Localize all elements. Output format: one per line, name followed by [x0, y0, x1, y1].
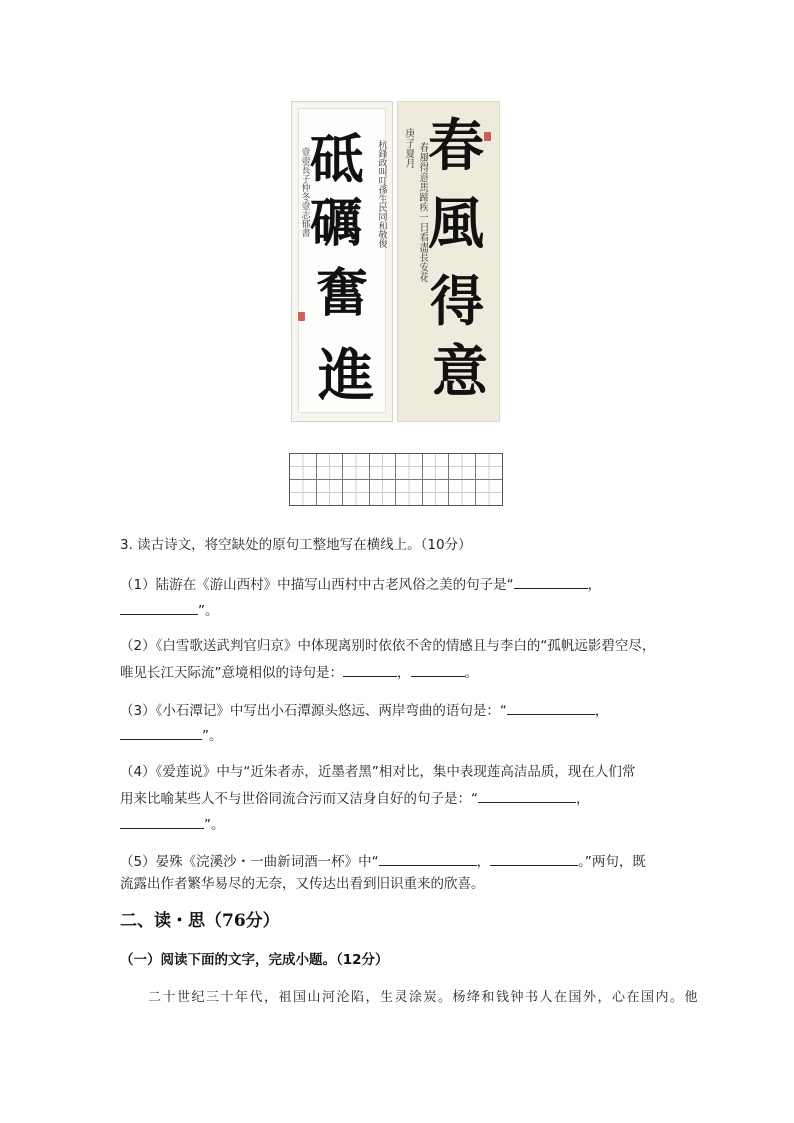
answer-blank[interactable] [120, 814, 204, 829]
item-text: 用来比喻某些人不与世俗同流合污而又洁身自好的句子是：“ [120, 791, 478, 807]
grid-cell[interactable] [317, 480, 344, 506]
grid-cell[interactable] [317, 454, 344, 480]
grid-cell[interactable] [423, 454, 450, 480]
question-item-2: （2）《白雪歌送武判官归京》中体现离别时依依不舍的情感且与李白的“孤帆远影碧空尽， [120, 638, 656, 654]
grid-cell[interactable] [290, 454, 317, 480]
calligraphy-char: 礪 [310, 193, 363, 254]
item-text: （3）《小石潭记》中写出小石潭源头悠远、两岸弯曲的语句是：“ [120, 703, 507, 719]
grid-cell[interactable] [476, 480, 503, 506]
grid-cell[interactable] [396, 454, 423, 480]
question-item-1 [120, 574, 601, 594]
question-item-5 [120, 851, 646, 871]
question-item-4-cont [120, 788, 590, 808]
question-item-4-cont2 [120, 814, 225, 834]
grid-cell[interactable] [449, 480, 476, 506]
grid-cell[interactable] [449, 454, 476, 480]
item-text: （5）晏殊《浣溪沙・一曲新词酒一杯》中“ [120, 854, 379, 870]
calligraphy-char: 進 [318, 343, 374, 409]
question-item-1-cont [120, 600, 219, 620]
item-text: 。 [464, 665, 478, 681]
item-text: ， [476, 854, 491, 870]
answer-blank[interactable] [120, 725, 202, 740]
item-text: ， [594, 703, 609, 719]
writing-grid[interactable] [289, 453, 503, 506]
answer-blank[interactable] [507, 700, 595, 715]
item-text: ”。 [204, 817, 225, 833]
calligraphy-char: 風 [428, 191, 484, 257]
calligraphy-scroll-left [291, 101, 393, 422]
item-text: （1）陆游在《游山西村》中描写山西村中古老风俗之美的句子是“ [120, 577, 514, 593]
grid-cell[interactable] [343, 480, 370, 506]
part-heading: （一）阅读下面的文字，完成小题。（12分） [120, 952, 389, 968]
question-title: 3. 读古诗文，将空缺处的原句工整地写在横线上。（10分） [120, 537, 472, 553]
item-text: ， [397, 665, 411, 681]
item-text: ， [576, 791, 590, 807]
question-item-3-cont [120, 725, 223, 745]
section-heading: 二、读・思（76分） [120, 911, 280, 931]
calligraphy-char: 砥 [310, 127, 364, 191]
question-item-3 [120, 700, 608, 720]
calligraphy-char: 春 [428, 113, 484, 179]
calligraphy-char: 奮 [316, 263, 369, 324]
item-text: 唯见长江天际流”意境相似的诗句是： [120, 665, 343, 681]
answer-blank[interactable] [343, 662, 397, 677]
answer-blank[interactable] [514, 574, 588, 589]
calligraphy-inscription: 壹壺長子仲冬壹志郁書 [299, 147, 310, 237]
grid-cell[interactable] [290, 480, 317, 506]
seal-stamp [298, 312, 305, 321]
item-text: 。”两句，既 [578, 854, 646, 870]
calligraphy-scroll-right [397, 101, 500, 422]
grid-cell[interactable] [396, 480, 423, 506]
grid-cell[interactable] [370, 480, 397, 506]
grid-cell[interactable] [343, 454, 370, 480]
seal-stamp [484, 132, 491, 141]
calligraphy-inscription: 杭鋒政叫叮孫生民同和敬俊 [376, 140, 387, 248]
question-item-4: （4）《爱莲说》中与“近朱者赤，近墨者黑”相对比，集中表现莲高洁品质，现在人们常 [120, 764, 636, 780]
passage-text: 二十世纪三十年代，祖国山河沦陷，生灵涂炭。杨绛和钱钟书人在国外，心在国内。他 [148, 990, 700, 1005]
question-item-2-cont [120, 662, 478, 682]
calligraphy-inscription: 春風得意馬蹄疾一日看盡長安花 [417, 142, 428, 282]
calligraphy-inscription: 庚子夏月 [403, 128, 414, 168]
item-text: ”。 [198, 603, 219, 619]
grid-cell[interactable] [370, 454, 397, 480]
answer-blank[interactable] [411, 662, 465, 677]
answer-blank[interactable] [490, 851, 578, 866]
calligraphy-char: 得 [430, 269, 484, 333]
calligraphy-char: 意 [432, 339, 488, 405]
item-text: ， [587, 577, 602, 593]
answer-blank[interactable] [478, 788, 576, 803]
answer-blank[interactable] [379, 851, 477, 866]
item-text: ”。 [202, 728, 223, 744]
answer-blank[interactable] [120, 600, 198, 615]
question-item-5-cont: 流露出作者繁华易尽的无奈，又传达出看到旧识重来的欣喜。 [120, 876, 485, 892]
grid-cell[interactable] [476, 454, 503, 480]
grid-cell[interactable] [423, 480, 450, 506]
